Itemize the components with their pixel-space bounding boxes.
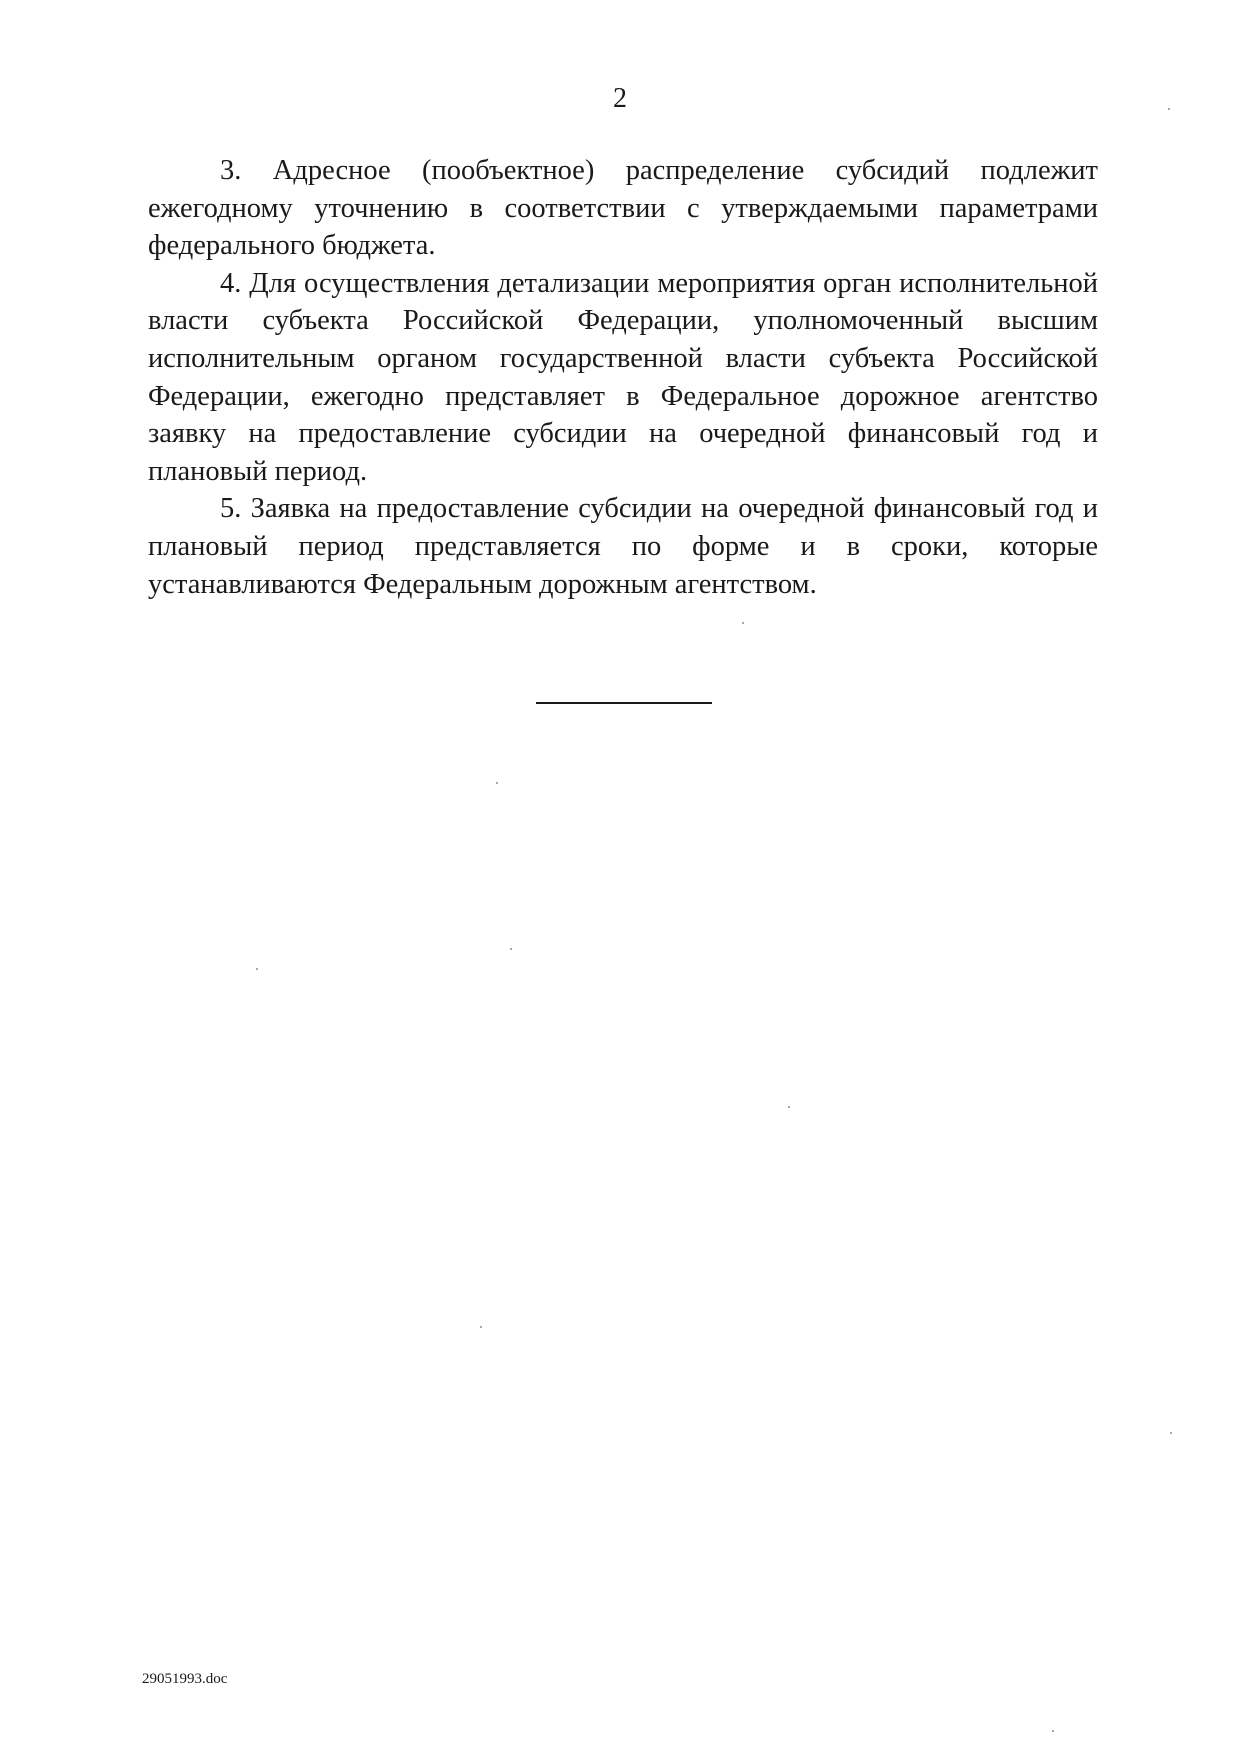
- paragraph-5: 5. Заявка на предоставление субсидии на очередной финансовый год и плановый период представляется по форме и в сроки, которые устанавливаются Федеральным дорожным агентством.: [148, 493, 1098, 600]
- end-of-text-divider: [536, 702, 712, 704]
- scan-speck: [256, 968, 258, 970]
- page-number: 2: [613, 83, 627, 114]
- scan-speck: [496, 782, 498, 784]
- scan-speck: [510, 948, 512, 950]
- scan-speck: [1170, 1432, 1172, 1434]
- paragraph-4: 4. Для осуществления детализации мероприятия орган исполнительной власти субъекта Российской Федерации, уполномоченный высшим исполнительным органом государственной власти субъекта Российской Федерации, ежегодно представляет в Федеральное дорожное агентство заявку на предоставление субсидии на очередной финансовый год и плановый период.: [148, 267, 1098, 487]
- document-body: [148, 152, 1098, 603]
- paragraph-3: 3. Адресное (пообъектное) распределение субсидий подлежит ежегодному уточнению в соответствии с утверждаемыми параметрами федерального бюджета.: [148, 155, 1098, 262]
- footer-filename: 29051993.doc: [142, 1671, 228, 1687]
- scan-speck: [788, 1106, 790, 1108]
- scan-speck: [742, 622, 744, 624]
- scan-speck: [1168, 108, 1170, 110]
- scan-speck: [1052, 1730, 1054, 1732]
- scan-speck: [480, 1326, 482, 1328]
